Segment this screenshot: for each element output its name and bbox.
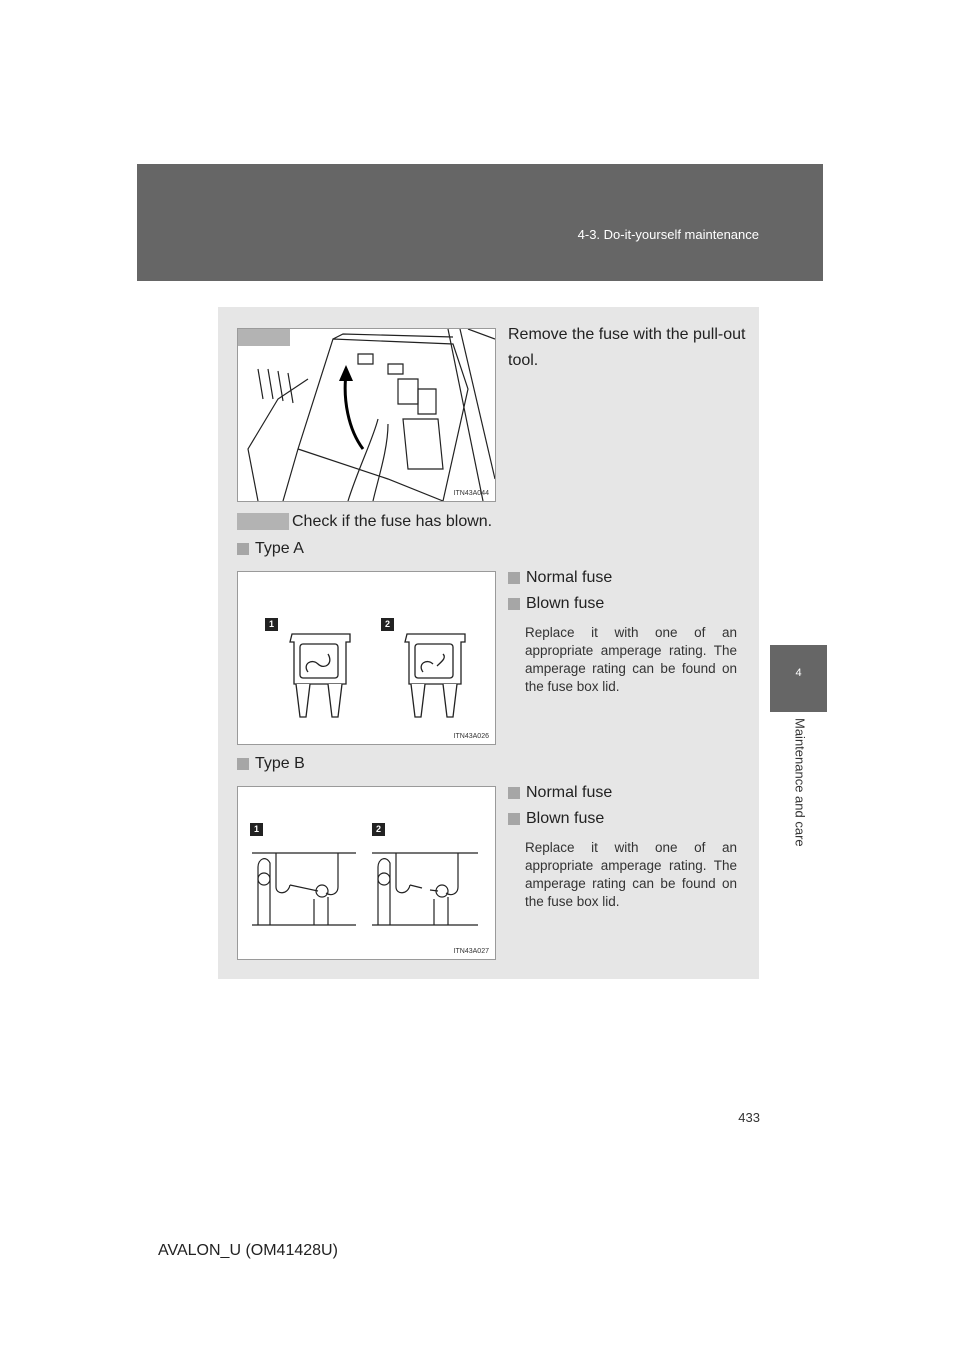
type-b-note: Replace it with one of an appropriate amperage rating. The amperage rating can be found on the fuse box lid. (525, 840, 737, 909)
cartridge-fuse-illustration (238, 787, 495, 959)
square-bullet-icon (237, 758, 249, 770)
type-a-note: Replace it with one of an appropriate amperage rating. The amperage rating can be found on the fuse box lid. (525, 625, 737, 694)
type-b-figure (237, 786, 496, 960)
square-bullet-icon (508, 598, 520, 610)
type-b-normal-fuse (508, 784, 612, 802)
figure-code: ITN43A044 (453, 490, 489, 497)
callout-1: 1 (250, 823, 263, 836)
chapter-tab (770, 645, 827, 712)
procedure-box (218, 307, 759, 979)
blown-fuse-label: Blown fuse (526, 810, 605, 827)
normal-fuse-label: Normal fuse (526, 784, 613, 801)
blade-fuse-illustration (238, 572, 495, 744)
step-4-text: Check if the fuse has blown. (292, 513, 493, 530)
callout-2: 2 (372, 823, 385, 836)
chapter-label: Maintenance and care (792, 718, 808, 847)
square-bullet-icon (237, 543, 249, 555)
step-3-text: Remove the fuse with the pull-out tool. (508, 326, 746, 369)
fuse-removal-figure (237, 328, 496, 502)
chapter-side-label (791, 718, 809, 880)
chapter-number: 4 (795, 667, 802, 679)
square-bullet-icon (508, 572, 520, 584)
type-a-normal-fuse (508, 569, 612, 587)
figure-code: ITN43A027 (453, 948, 489, 955)
figure-code: ITN43A026 (453, 733, 489, 740)
type-a-blown-fuse (508, 595, 604, 613)
type-b-heading (237, 755, 305, 773)
square-bullet-icon (508, 787, 520, 799)
type-a-heading (237, 540, 304, 558)
type-b-blown-fuse (508, 810, 604, 828)
blown-fuse-label: Blown fuse (526, 595, 605, 612)
step-4-badge (237, 513, 289, 530)
callout-1: 1 (265, 618, 278, 631)
section-title: 4-3. Do-it-yourself maintenance (577, 227, 759, 242)
callout-2: 2 (381, 618, 394, 631)
type-a-label: Type A (255, 540, 304, 557)
section-header (137, 164, 823, 281)
type-b-label: Type B (255, 755, 305, 772)
normal-fuse-label: Normal fuse (526, 569, 613, 586)
document-footer: AVALON_U (OM41428U) (158, 1242, 338, 1259)
fuse-box-illustration (238, 329, 495, 501)
type-a-figure (237, 571, 496, 745)
page-number: 433 (738, 1110, 760, 1125)
square-bullet-icon (508, 813, 520, 825)
